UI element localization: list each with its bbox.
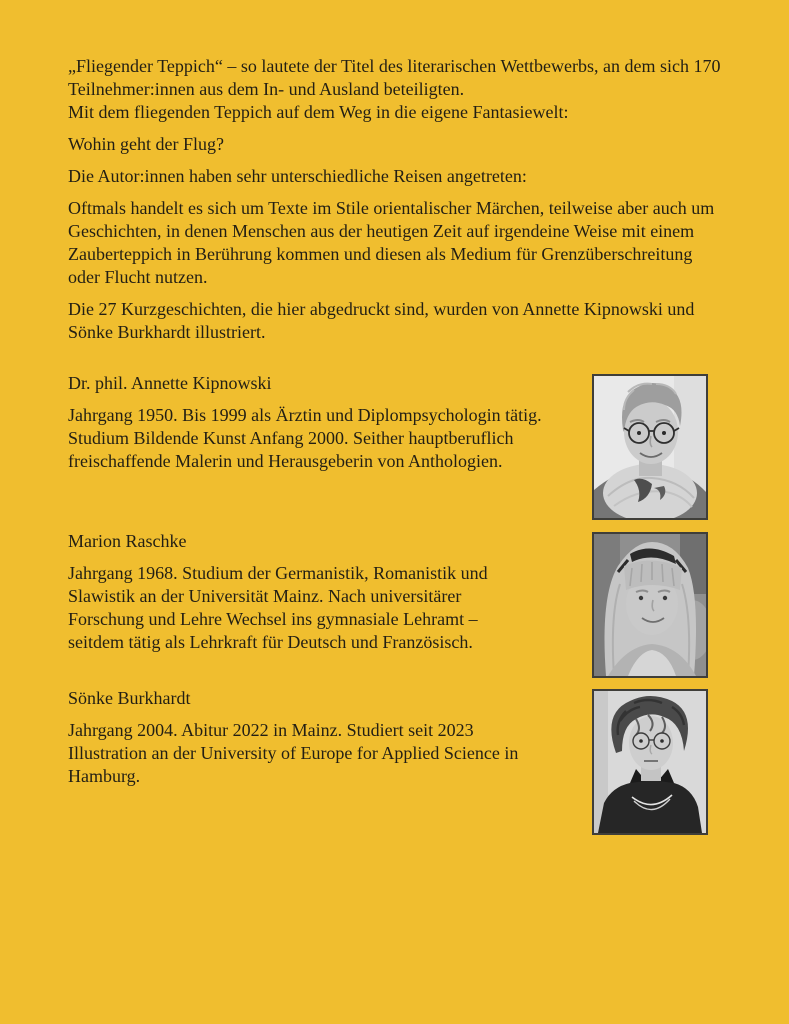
portrait-marion-raschke: [592, 532, 708, 678]
intro-paragraph-authors: Die Autor:innen haben sehr unterschiedliche Reisen angetreten:: [68, 166, 527, 186]
intro-paragraph-question: Wohin geht der Flug?: [68, 134, 225, 154]
author-block-annette-kipnowski: [68, 372, 726, 473]
author-bio: Jahrgang 2004. Abitur 2022 in Mainz. Studiert seit 2023 Illustration an der University of Europe for Applied Science in Hamburg.: [68, 720, 519, 786]
portrait-soenke-burkhardt: [592, 689, 708, 835]
intro-paragraph-carpet: Mit dem fliegenden Teppich auf dem Weg in die eigene Fantasiewelt:: [68, 102, 569, 122]
portrait-soenke-burkhardt-image: [594, 691, 706, 833]
author-bio: Jahrgang 1950. Bis 1999 als Ärztin und Diplompsychologin tätig. Studium Bildende Kunst Anfang 2000. Seither hauptberuflich freischaffende Malerin und Herausgeberin von Anthologien.: [68, 405, 542, 471]
intro-paragraph-illustrations: Die 27 Kurzgeschichten, die hier abgedruckt sind, wurden von Annette Kipnowski und Sönke Burkhardt illustriert.: [68, 299, 695, 342]
author-name: Marion Raschke: [68, 531, 187, 551]
author-name: Dr. phil. Annette Kipnowski: [68, 373, 272, 393]
portrait-annette-kipnowski-image: [594, 376, 706, 518]
portrait-marion-raschke-image: [594, 534, 706, 676]
author-name: Sönke Burkhardt: [68, 688, 191, 708]
portrait-annette-kipnowski: [592, 374, 708, 520]
author-block-marion-raschke: [68, 530, 726, 654]
intro-paragraph-stories: Oftmals handelt es sich um Texte im Stile orientalischer Märchen, teilweise aber auch um Geschichten, in denen Menschen aus der heutigen Zeit auf irgendeine Weise mit einem Zauberteppich in Berührung kommen und diesen als Medium für Grenzüberschreitung oder Flucht nutzen.: [68, 198, 715, 287]
intro-paragraph-competition: „Fliegender Teppich“ – so lautete der Titel des literarischen Wettbewerbs, an dem sich 170 Teilnehmer:innen aus dem In- und Ausland beteiligten.: [68, 56, 721, 99]
intro-text: [68, 55, 726, 344]
author-bio: Jahrgang 1968. Studium der Germanistik, Romanistik und Slawistik an der Universität Mainz. Nach universitärer Forschung und Lehre Wechsel ins gymnasiale Lehramt – seitdem tätig als Lehrkraft für Deutsch und Französisch.: [68, 563, 488, 652]
author-block-soenke-burkhardt: [68, 687, 726, 788]
